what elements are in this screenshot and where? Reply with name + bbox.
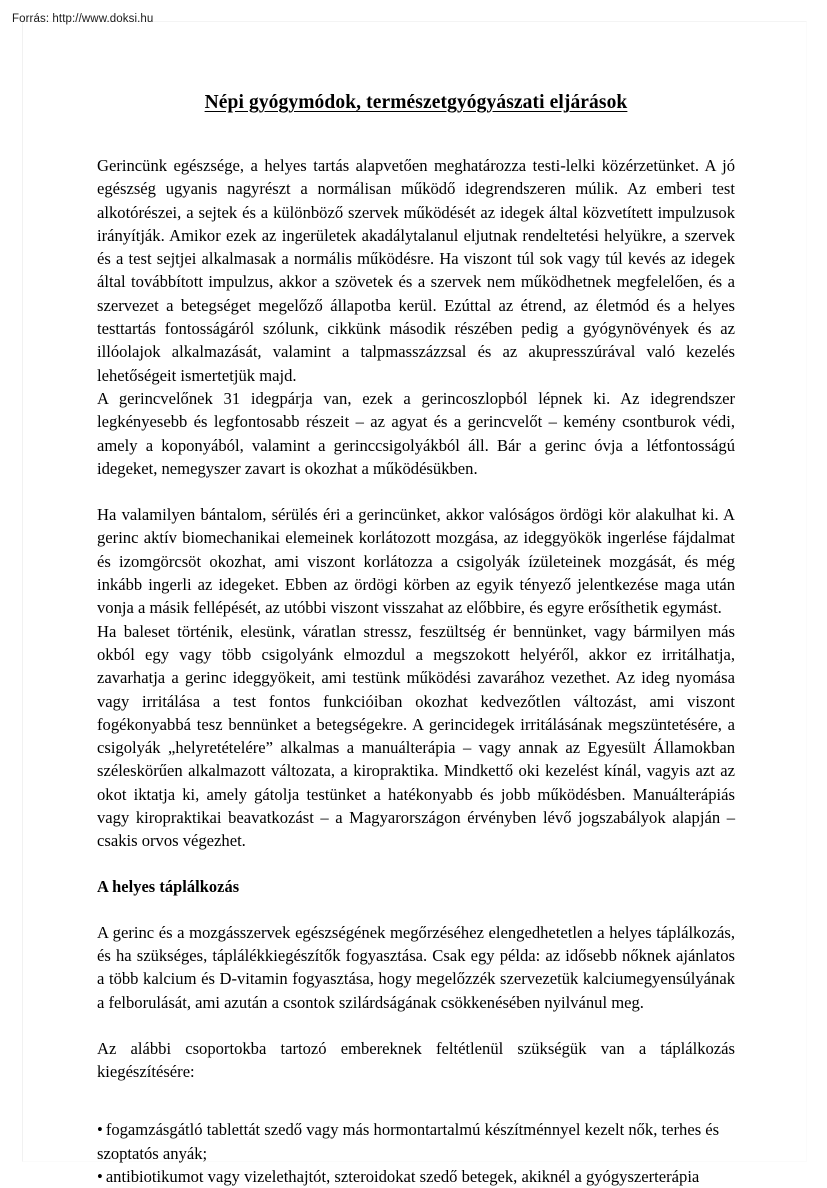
source-url-banner: Forrás: http://www.doksi.hu — [12, 13, 154, 25]
paragraph-gap — [97, 898, 735, 921]
paragraph-intro-spine-health: Gerincünk egészsége, a helyes tartás alapvetően meghatározza testi-lelki közérzetünket. A jó egészség ugyanis nagyrészt a normálisan működő idegrendszeren múlik. Az emberi test alkotórészei, a sejtek és a különböző szervek működését az idegek által közvetített impulzusok irányítják. Amikor ezek az ingerületek akadálytalanul eljutnak rendeltetési helyükre, a szervek és a test sejtjei alkalmasak a normális működésre. Ha viszont túl sok vagy túl kevés az idegek által továbbított impulzus, akkor a szövetek és a szervek nem működhetnek megfelelően, és a szervezet a betegséget megelőző állapotba kerül. Ezúttal az étrend, az életmód és a helyes testtartás fontosságáról szólunk, cikkünk második részében pedig a gyógynövények és az illóolajok alkalmazását, valamint a talpmasszázzsal és az akupresszúrával való kezelés lehetőségeit ismertetjük majd. — [97, 156, 735, 385]
list-item-text: fogamzásgátló tablettát szedő vagy más hormontartalmú készítménnyel kezelt nők, terhes és szoptatós anyák; — [97, 1120, 720, 1163]
list-item — [97, 1165, 735, 1188]
document-title: Népi gyógymódok, természetgyógyászati eljárások — [204, 92, 628, 113]
paragraph-gap — [97, 853, 735, 876]
paragraph-gap — [97, 480, 735, 503]
bullet-icon: • — [97, 1166, 103, 1186]
supplement-groups-list — [97, 1118, 735, 1188]
list-item — [97, 1118, 735, 1165]
paragraph-supplement-groups-intro: Az alábbi csoportokba tartozó embereknek feltétlenül szükségük van a táplálkozás kiegészítésére: — [97, 1038, 735, 1082]
paragraph-gap — [97, 1014, 735, 1037]
bullet-icon: • — [97, 1120, 103, 1140]
paragraph-manual-therapy: Ha baleset történik, elesünk, váratlan stressz, feszültség ér bennünket, vagy bármilyen más okból egy vagy több csigolyánk elmozdul a megszokott helyéről, akkor ez irritálhatja, zavarhatja a gerinc ideggyökeit, ami testünk működési zavarához vezethet. Az ideg nyomása vagy irritálása a test fontos funkcióiban okozhat kedvezőtlen változást, ami viszont fogékonyabbá tesz bennünket a betegségekre. A gerincidegek irritálásának megszüntetésére, a csigolyák „helyretételére” alkalmas a manuálterápia – vagy annak az Egyesült Államokban széleskörűen alkalmazott változata, a kiropraktika. Mindkettő oki kezelést kínál, vagyis azt az okot iktatja ki, amely gátolja testünket a hatékonyabb és jobb működésben. Manuálterápiás vagy kiropraktikai beavatkozást – a Magyarországon érvényben lévő jogszabályok alapján – csakis orvos végezhet. — [97, 621, 735, 851]
paragraph-spinal-cord-nerves: A gerincvelőnek 31 idegpárja van, ezek a gerincoszlopból lépnek ki. Az idegrendszer legkényesebb és legfontosabb részeit – az agyat és a gerincvelőt – kemény csontburok védi, amely a koponyából, valamint a gerinccsigolyákból áll. Bár a gerinc óvja a létfontosságú idegeket, nemegyszer zavart is okozhat a működésükben. — [97, 388, 735, 478]
paragraph-gap — [97, 1106, 735, 1118]
paragraph-nutrition-intro: A gerinc és a mozgásszervek egészségének megőrzéséhez elengedhetetlen a helyes táplálkozás, és ha szükséges, táplálékkiegészítők fogyasztása. Csak egy példa: az idősebb nőknek ajánlatos a több kalcium és D-vitamin fogyasztása, hogy megelőzzék szervezetük kalciumegyensúlyának a felborulását, ami azután a csontok szilárdságának csökkenésében nyilvánul meg. — [97, 922, 735, 1012]
section-heading-nutrition: A helyes táplálkozás — [97, 876, 240, 896]
title-spacer — [97, 118, 735, 154]
paragraph-vicious-circle: Ha valamilyen bántalom, sérülés éri a gerincünket, akkor valóságos ördögi kör alakulhat ki. A gerinc aktív biomechanikai elemeinek korlátozott mozgása, az ideggyökök ingerlése fájdalmat és izomgörcsöt okozhat, ami viszont korlátozza a csigolyák ízületeinek mozgását, és még inkább ingerli az idegeket. Ebben az ördögi körben az egyik tényező jelentkezése maga után vonja a másik fellépését, az utóbbi viszont visszahat az előbbire, és egyre erősíthetik egymást. — [97, 505, 735, 618]
document-body — [97, 90, 735, 1188]
list-item-text: antibiotikumot vagy vizelethajtót, szteroidokat szedő betegek, akiknél a gyógyszerterápia — [105, 1166, 700, 1186]
paragraph-gap — [97, 1083, 735, 1106]
